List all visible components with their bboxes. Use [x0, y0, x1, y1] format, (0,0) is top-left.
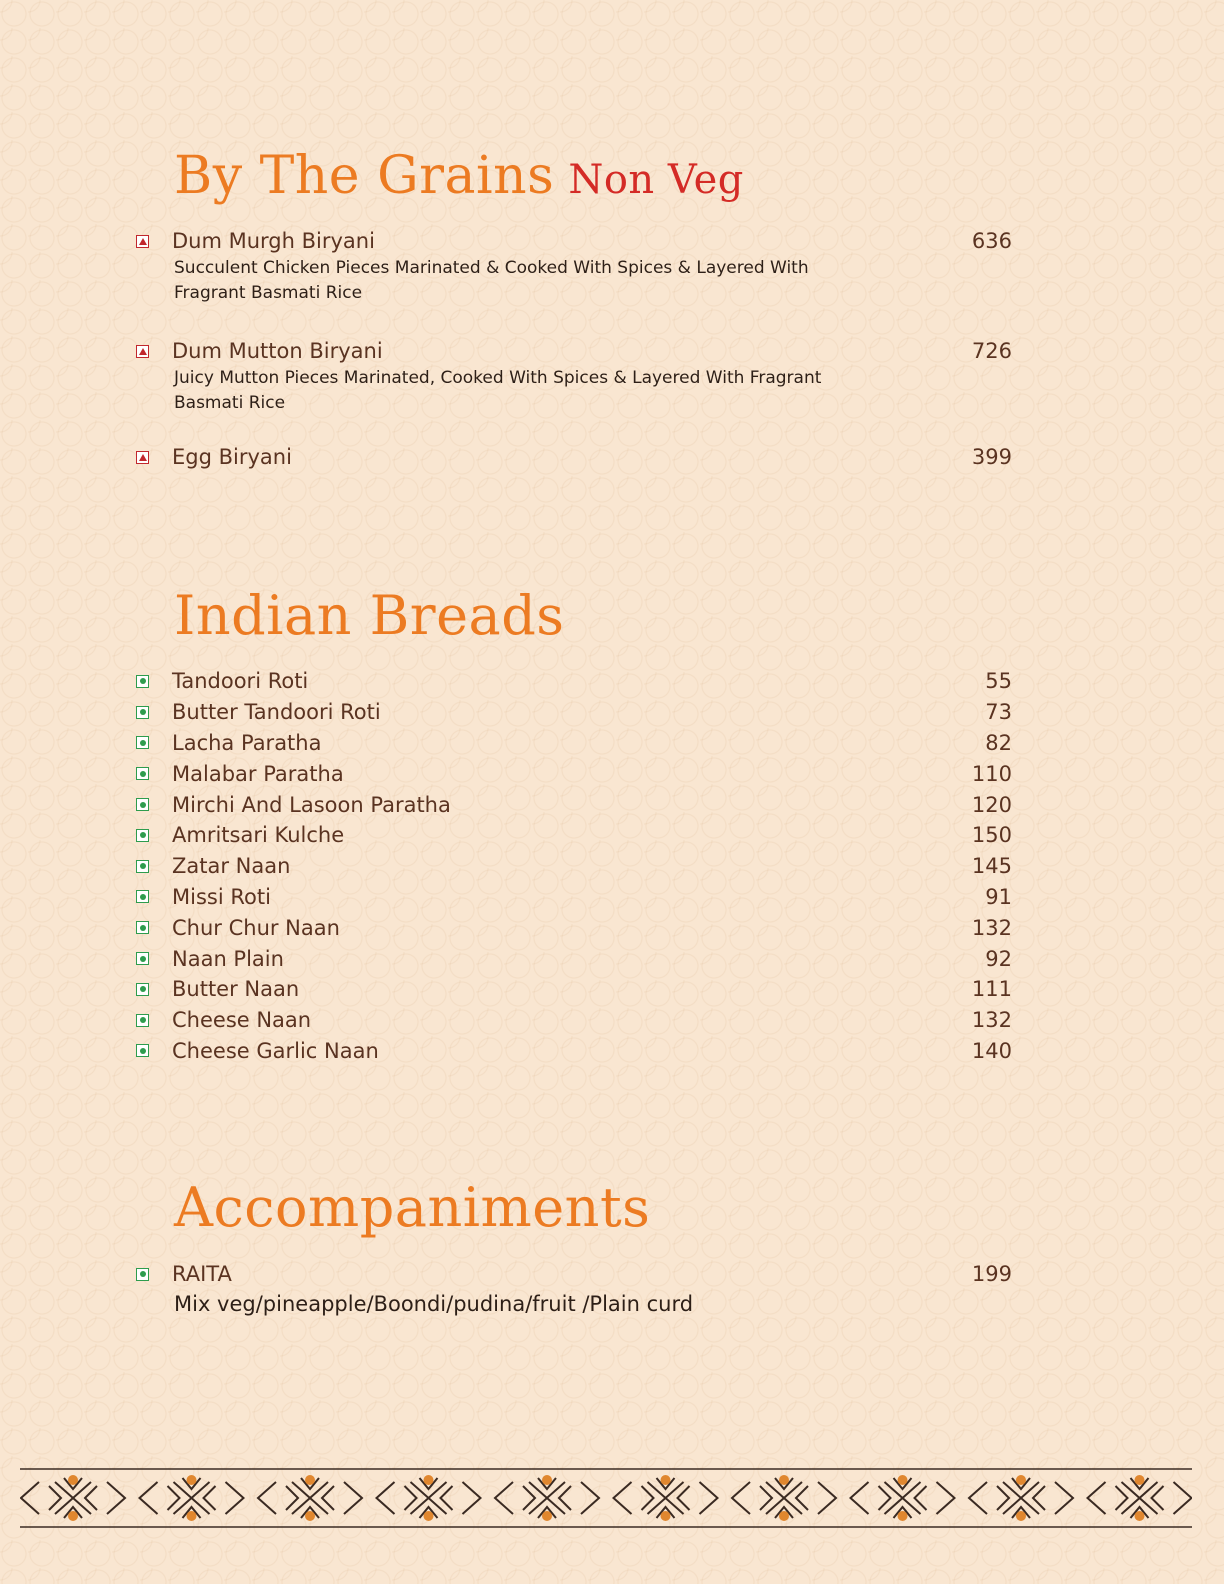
veg-indicator-icon [136, 952, 149, 965]
menu-item-raita [136, 1259, 1012, 1319]
grains-title: By The Grains [174, 146, 555, 206]
item-price: 132 [971, 1008, 1012, 1033]
item-price: 145 [971, 854, 1012, 879]
veg-indicator-icon [136, 1268, 149, 1281]
border-motif [495, 1475, 599, 1521]
list-item [136, 758, 1012, 789]
list-item [136, 789, 1012, 820]
border-motif [969, 1475, 1073, 1521]
menu-item-dum-mutton-biryani [136, 336, 1012, 416]
item-price: 82 [985, 730, 1012, 755]
item-name: RAITA [172, 1262, 232, 1286]
border-motif [1088, 1475, 1192, 1521]
border-motif [258, 1475, 362, 1521]
list-item [136, 728, 1012, 759]
item-name: Chur Chur Naan [172, 915, 340, 940]
list-item [136, 1036, 1012, 1067]
veg-indicator-icon [136, 767, 149, 780]
item-price: 132 [971, 915, 1012, 940]
border-motif [377, 1475, 481, 1521]
item-price: 91 [985, 884, 1012, 909]
item-price: 92 [985, 946, 1012, 971]
section-title-accompaniments: Accompaniments [174, 1176, 651, 1239]
list-item [136, 943, 1012, 974]
item-price: 726 [971, 339, 1012, 363]
item-name: Lacha Paratha [172, 730, 322, 755]
item-name: Dum Mutton Biryani [172, 339, 383, 363]
veg-indicator-icon [136, 675, 149, 688]
border-motif [732, 1475, 836, 1521]
veg-indicator-icon [136, 736, 149, 749]
item-price: 199 [971, 1262, 1012, 1286]
veg-indicator-icon [136, 921, 149, 934]
item-name: Zatar Naan [172, 854, 291, 879]
item-name: Missi Roti [172, 884, 271, 909]
item-name: Amritsari Kulche [172, 823, 345, 848]
item-price: 111 [971, 977, 1012, 1002]
item-price: 399 [971, 445, 1012, 469]
veg-indicator-icon [136, 1014, 149, 1027]
item-name: Cheese Garlic Naan [172, 1038, 379, 1063]
list-item [136, 851, 1012, 882]
item-description: Succulent Chicken Pieces Marinated & Cooked With Spices & Layered With Fragrant Basmati Rice [174, 258, 809, 303]
item-name: Butter Tandoori Roti [172, 700, 381, 725]
item-description: Juicy Mutton Pieces Marinated, Cooked With Spices & Layered With Fragrant Basmati Rice [174, 368, 822, 413]
item-price: 120 [971, 792, 1012, 817]
item-name: Tandoori Roti [172, 669, 309, 694]
non-veg-indicator-icon [136, 345, 149, 358]
tribal-border-ornament [20, 1468, 1192, 1530]
item-description: Mix veg/pineapple/Boondi/pudina/fruit /Plain curd [174, 1292, 694, 1316]
menu-item-dum-murgh-biryani [136, 226, 1012, 306]
non-veg-indicator-icon [136, 451, 149, 464]
item-price: 73 [985, 700, 1012, 725]
item-price: 636 [971, 229, 1012, 253]
item-price: 150 [971, 823, 1012, 848]
list-item [136, 666, 1012, 697]
item-name: Cheese Naan [172, 1008, 312, 1033]
item-name: Mirchi And Lasoon Paratha [172, 792, 451, 817]
border-motif [21, 1475, 125, 1521]
list-item [136, 697, 1012, 728]
veg-indicator-icon [136, 860, 149, 873]
list-item [136, 820, 1012, 851]
veg-indicator-icon [136, 1044, 149, 1057]
item-name: Malabar Paratha [172, 761, 344, 786]
veg-indicator-icon [136, 983, 149, 996]
border-motif [140, 1475, 244, 1521]
veg-indicator-icon [136, 829, 149, 842]
list-item [136, 912, 1012, 943]
border-motif [851, 1475, 955, 1521]
item-name: Naan Plain [172, 946, 284, 971]
section-title-grains [174, 146, 744, 206]
non-veg-indicator-icon [136, 235, 149, 248]
list-item [136, 882, 1012, 913]
item-name: Butter Naan [172, 977, 300, 1002]
list-item [136, 1005, 1012, 1036]
border-motif [614, 1475, 718, 1521]
veg-indicator-icon [136, 798, 149, 811]
section-title-breads: Indian Breads [174, 584, 565, 647]
list-item [136, 974, 1012, 1005]
item-price: 55 [985, 669, 1012, 694]
item-name: Dum Murgh Biryani [172, 229, 375, 253]
menu-item-egg-biryani [136, 442, 1012, 472]
item-price: 140 [971, 1038, 1012, 1063]
veg-indicator-icon [136, 890, 149, 903]
veg-indicator-icon [136, 706, 149, 719]
breads-list [136, 666, 1012, 1066]
grains-subtitle: Non Veg [568, 157, 744, 203]
item-price: 110 [971, 761, 1012, 786]
item-name: Egg Biryani [172, 445, 292, 469]
